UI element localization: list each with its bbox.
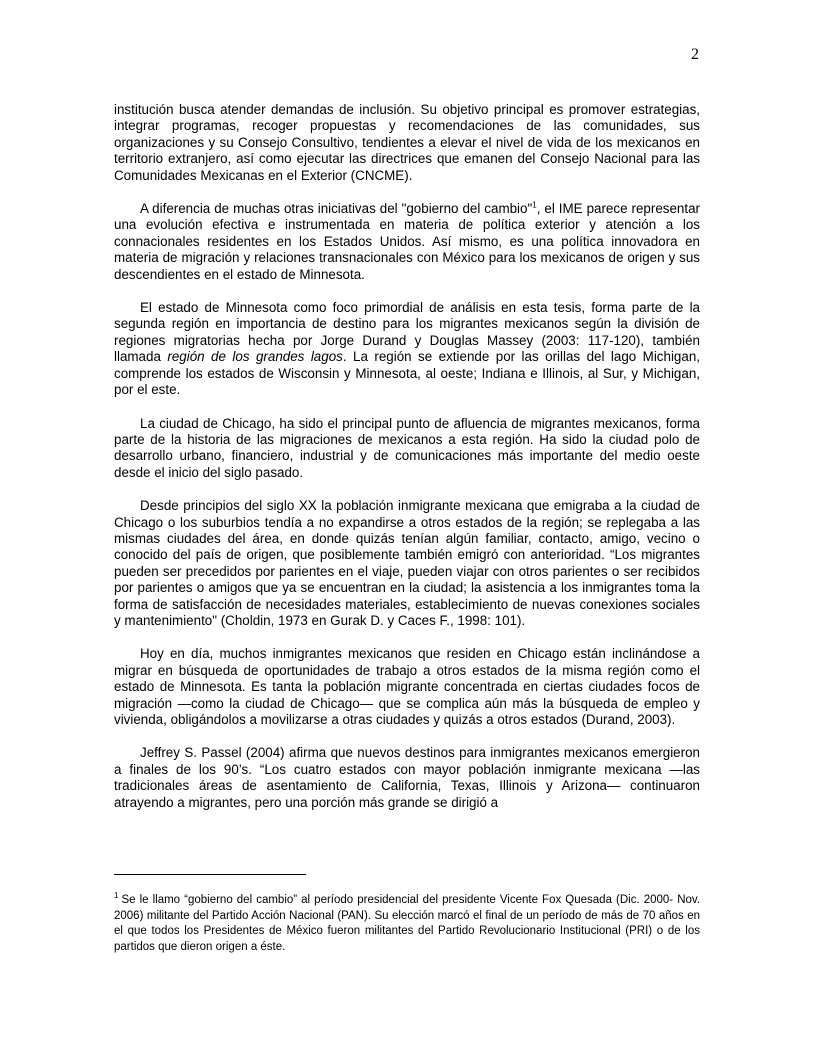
footnote-mark: 1 — [114, 891, 119, 901]
paragraph-3-text-end: . La región se extiende por las orillas del lago Michigan, comprende los estados de Wisconsin y Minnesota, al oeste; Indiana e Illinois, al Sur, y Michigan, por el este. — [114, 349, 700, 398]
paragraph-3-text-start: El estado de Minnesota como foco primordial de análisis en esta tesis, forma parte de la segunda región en importancia de destino para los migrantes mexicanos según la división de regiones migratorias hecha por Jorge Durand y Douglas Massey (2003: 117-120), también llamada — [114, 300, 700, 365]
page-number: 2 — [691, 46, 699, 63]
footnote-text: Se le llamo “gobierno del cambio” al período presidencial del presidente Vicente Fox Quesada (Dic. 2000- Nov. 2006) militante del Partido Acción Nacional (PAN). Su elección marcó el final de un período de más de 70 años en el que todos los Presidentes de México fueron militantes del Partido Revolucionario Institucional (PRI) o de los partidos que dieron origen a éste. — [114, 894, 700, 953]
paragraph-3 — [114, 300, 700, 398]
paragraph-6: Hoy en día, muchos inmigrantes mexicanos que residen en Chicago están inclinándose a migrar en búsqueda de oportunidades de trabajo a otros estados de la misma región como el estado de Minnesota. Es tanta la población migrante concentrada en ciertas ciudades focos de migración —como la ciudad de Chicago— que se complica aún más la búsqueda de empleo y vivienda, obligándolos a movilizarse a otras ciudades y quizás a otros estados (Durand, 2003). — [114, 646, 700, 727]
footnote-separator — [114, 874, 306, 875]
footnote-reference: 1 — [532, 200, 537, 210]
paragraph-3-italic-term: región de los grandes lagos — [167, 349, 343, 365]
paragraph-2 — [114, 201, 700, 283]
body-text — [114, 102, 700, 828]
paragraph-2-text-start: A diferencia de muchas otras iniciativas del "gobierno del cambio" — [140, 201, 533, 217]
paragraph-4: La ciudad de Chicago, ha sido el principal punto de afluencia de migrantes mexicanos, forma parte de la historia de las migraciones de mexicanos a esta región. Ha sido la ciudad polo de desarrollo urbano, financiero, industrial y de comunicaciones más importante del medio oeste desde el inicio del siglo pasado. — [114, 415, 700, 480]
paragraph-5: Desde principios del siglo XX la población inmigrante mexicana que emigraba a la ciudad de Chicago o los suburbios tendía a no expandirse a otros estados de la región; se replegaba a las mismas ciudades del área, en donde quizás tenían algún familiar, contacto, amigo, vecino o conocido del país de origen, que posiblemente también emigró con anterioridad. “Los migrantes pueden ser precedidos por parientes en el viaje, pueden viajar con otros parientes o ser recibidos por parientes o amigos que ya se encuentran en la ciudad; la asistencia a los inmigrantes toma la forma de satisfacción de necesidades materiales, establecimiento de nuevas conexiones sociales y mantenimiento" (Choldin, 1973 en Gurak D. y Caces F., 1998: 101). — [114, 498, 700, 628]
paragraph-1: institución busca atender demandas de inclusión. Su objetivo principal es promover estrategias, integrar programas, recoger propuestas y recomendaciones de las comunidades, sus organizaciones y su Consejo Consultivo, tendientes a elevar el nivel de vida de los mexicanos en territorio extranjero, así como ejecutar las directrices que emanen del Consejo Nacional para las Comunidades Mexicanas en el Exterior (CNCME). — [114, 102, 700, 183]
paragraph-2-text-end: , el IME parece representar una evolución efectiva e instrumentada en materia de política exterior y atención a los connacionales residentes en los Estados Unidos. Así mismo, es una política innovadora en materia de migración y relaciones transnacionales con México para los mexicanos de origen y sus descendientes en el estado de Minnesota. — [114, 201, 700, 282]
footnote — [114, 893, 700, 955]
paragraph-7: Jeffrey S. Passel (2004) afirma que nuevos destinos para inmigrantes mexicanos emergieron a finales de los 90’s. “Los cuatro estados con mayor población inmigrante mexicana —las tradicionales áreas de asentamiento de California, Texas, Illinois y Arizona— continuaron atrayendo a migrantes, pero una porción más grande se dirigió a — [114, 745, 700, 810]
